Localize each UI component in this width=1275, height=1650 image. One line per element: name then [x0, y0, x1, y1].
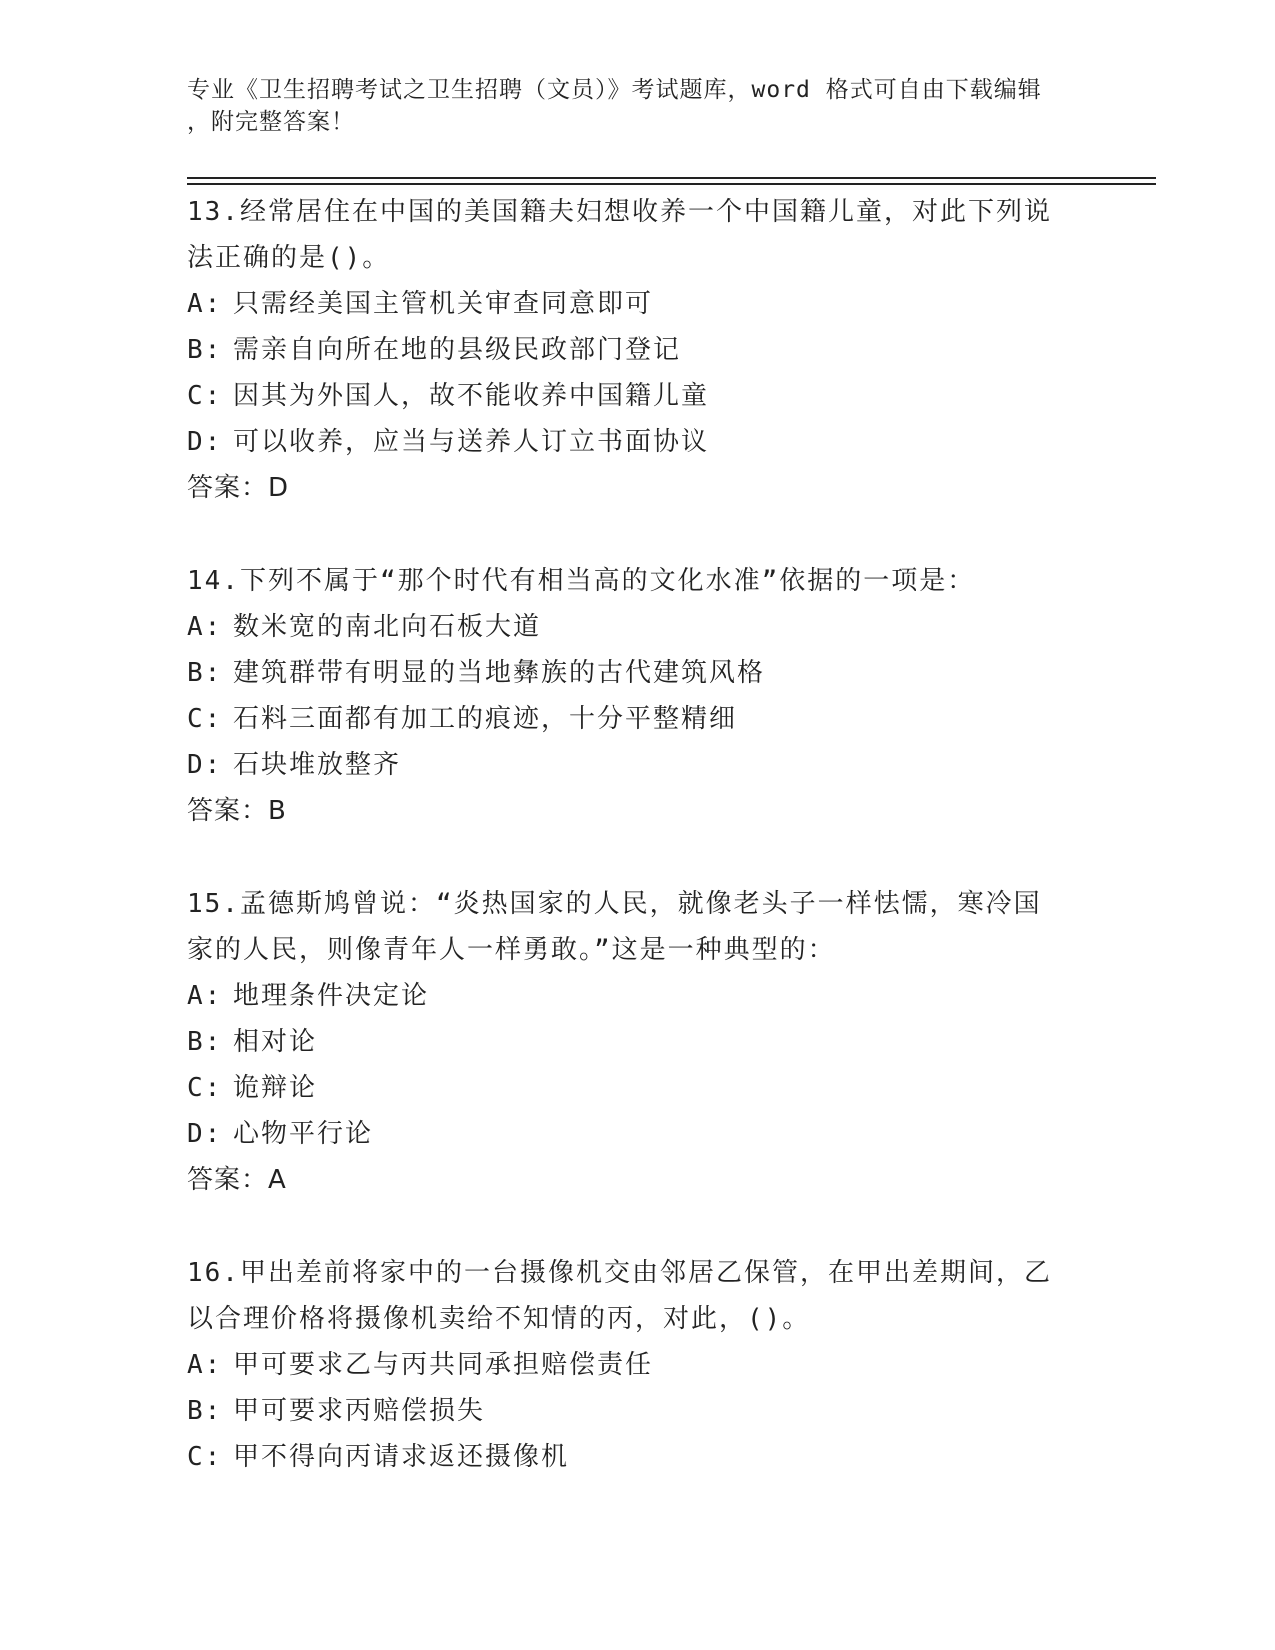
question-16 [187, 1250, 1087, 1480]
header-divider-top [187, 177, 1156, 179]
option-key: C: [187, 1073, 223, 1103]
option-key: C: [187, 1442, 223, 1472]
option-key: A: [187, 612, 223, 642]
option-text: 诡辩论 [233, 1073, 318, 1103]
option-b [187, 1019, 1087, 1065]
option-key: B: [187, 335, 223, 365]
question-text: 15.孟德斯鸠曾说：“炎热国家的人民，就像老头子一样怯懦，寒冷国 [187, 889, 1042, 919]
option-c [187, 1434, 1087, 1480]
option-key: B: [187, 1027, 223, 1057]
option-text: 甲可要求丙赔偿损失 [233, 1396, 486, 1426]
question-list [187, 189, 1087, 1527]
option-text: 甲不得向丙请求返还摄像机 [233, 1442, 570, 1472]
option-key: C: [187, 381, 223, 411]
answer-line: 答案：A [187, 1165, 287, 1195]
option-c [187, 696, 1087, 742]
question-text-continued: 法正确的是()。 [187, 243, 391, 273]
question-text-continued: 家的人民，则像青年人一样勇敢。”这是一种典型的： [187, 935, 836, 965]
option-text: 需亲自向所在地的县级民政部门登记 [233, 335, 682, 365]
option-text: 石料三面都有加工的痕迹，十分平整精细 [233, 704, 738, 734]
option-a [187, 1342, 1087, 1388]
header-line-1: 专业《卫生招聘考试之卫生招聘（文员）》考试题库，word 格式可自由下载编辑 [187, 77, 1042, 103]
option-text: 建筑群带有明显的当地彝族的古代建筑风格 [233, 658, 766, 688]
option-text: 因其为外国人，故不能收养中国籍儿童 [233, 381, 710, 411]
option-b [187, 327, 1087, 373]
option-key: B: [187, 658, 223, 688]
option-b [187, 1388, 1087, 1434]
document-header [187, 74, 1087, 138]
option-key: D: [187, 1119, 223, 1149]
option-a [187, 281, 1087, 327]
option-text: 地理条件决定论 [233, 981, 430, 1011]
question-text: 14.下列不属于“那个时代有相当高的文化水准”依据的一项是： [187, 566, 976, 596]
option-key: A: [187, 289, 223, 319]
option-text: 石块堆放整齐 [233, 750, 402, 780]
question-text: 13.经常居住在中国的美国籍夫妇想收养一个中国籍儿童，对此下列说 [187, 197, 1052, 227]
question-13 [187, 189, 1087, 511]
option-text: 数米宽的南北向石板大道 [233, 612, 542, 642]
option-text: 心物平行论 [233, 1119, 374, 1149]
question-text-continued: 以合理价格将摄像机卖给不知情的丙，对此，()。 [187, 1304, 811, 1334]
option-d [187, 742, 1087, 788]
option-key: B: [187, 1396, 223, 1426]
option-key: D: [187, 750, 223, 780]
answer-line: 答案：B [187, 796, 287, 826]
header-divider-bottom [187, 183, 1156, 185]
option-key: A: [187, 981, 223, 1011]
option-b [187, 650, 1087, 696]
option-a [187, 604, 1087, 650]
option-text: 只需经美国主管机关审查同意即可 [233, 289, 654, 319]
answer-line: 答案：D [187, 473, 290, 503]
header-line-2: ，附完整答案！ [187, 109, 355, 135]
option-d [187, 419, 1087, 465]
option-text: 甲可要求乙与丙共同承担赔偿责任 [233, 1350, 654, 1380]
option-text: 可以收养，应当与送养人订立书面协议 [233, 427, 710, 457]
option-key: A: [187, 1350, 223, 1380]
option-text: 相对论 [233, 1027, 318, 1057]
option-key: C: [187, 704, 223, 734]
option-a [187, 973, 1087, 1019]
option-key: D: [187, 427, 223, 457]
question-14 [187, 558, 1087, 834]
option-c [187, 1065, 1087, 1111]
question-text: 16.甲出差前将家中的一台摄像机交由邻居乙保管，在甲出差期间，乙 [187, 1258, 1052, 1288]
option-d [187, 1111, 1087, 1157]
question-15 [187, 881, 1087, 1203]
option-c [187, 373, 1087, 419]
